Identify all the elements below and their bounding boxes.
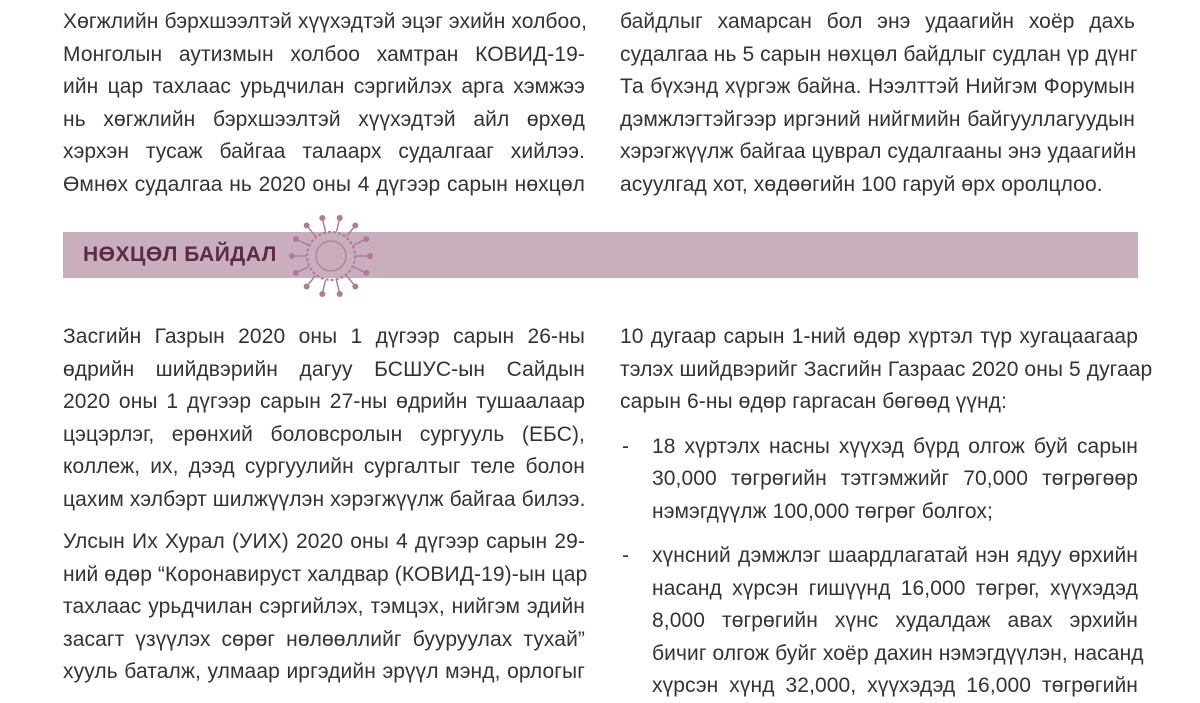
text-line: 30,000 төгрөгийн тэтгэмжийг 70,000 төгрөгөөр: [652, 467, 1138, 490]
text-line: 8,000 төгрөгийн хүнс худалдаж авах эрхийн: [652, 609, 1138, 632]
text-line: 10 дугаар сарын 1-ний өдөр хүртэл түр хугацаагаар: [620, 325, 1138, 348]
text-line: хэрхэн тусаж байгаа талаарх судалгааг хийлээ.: [63, 140, 585, 163]
text-line: Хөгжлийн бэрхшээлтэй хүүхэдтэй эцэг эхийн холбоо,: [63, 10, 588, 33]
text-line: нэмэгдүүлж 100,000 төгрөг болгох;: [652, 499, 993, 523]
list-item: [620, 431, 1138, 529]
text-line: Өмнөх судалгаа нь 2020 оны 4 дүгээр сарын нөхцөл: [63, 172, 585, 196]
text-line: хэрэгжүүлж байгаа цуврал судалгааны энэ удаагийн: [620, 140, 1137, 163]
text-line: ийн цар тахлаас урьдчилан сэргийлэх арга хэмжээ: [63, 75, 585, 98]
bullet-marker: -: [622, 434, 630, 458]
text-line: хүрсэн хүнд 32,000, хүүхэдэд 16,000 төгрөгийн: [652, 674, 1138, 697]
text-line: тахлаас урьдчилан сэргийлэх, тэмцэх, нийгэм эдийн: [63, 595, 585, 618]
intro-text-right: [620, 6, 1138, 201]
text-line: 18 хүртэлх насны хүүхэд бүрд олгож буй сарын: [652, 434, 1138, 458]
text-line: нь хөгжлийн бэрхшээлтэй хүүхэдтэй айл өрхөд: [63, 107, 585, 131]
intro-text-left: [63, 6, 588, 201]
body-text-left: [63, 321, 588, 689]
text-line: сарын 6-ны өдөр гаргасан бөгөөд үүнд:: [620, 390, 1007, 413]
text-line: асуулгад хот, хөдөөгийн 100 гаруй өрх оролцлоо.: [620, 172, 1103, 196]
text-line: тэлэх шийдвэрийг Засгийн Газраас 2020 оны 5 дугаар: [620, 357, 1153, 381]
virus-decoration-icon: [283, 210, 379, 302]
text-line: бичиг олгож буйг хоёр дахин нэмэгдүүлэн, насанд: [652, 641, 1144, 665]
text-line: ний өдөр “Коронавируст халдвар (КОВИД-19)-ын цар: [63, 562, 588, 586]
paragraph: [63, 526, 588, 689]
text-line: Улсын Их Хурал (УИХ) 2020 оны 4 дүгээр сарын 29-: [63, 530, 585, 553]
text-line: байдлыг хамарсан бол энэ удаагийн хоёр дахь: [620, 10, 1135, 33]
text-line: хууль баталж, улмаар иргэдийн эрүүл мэнд, орлогыг: [63, 660, 585, 683]
text-line: цахим хэлбэрт шилжүүлэн хэрэгжүүлж байгаа билээ.: [63, 487, 586, 511]
paragraph: [620, 321, 1153, 419]
list-item: [620, 540, 1144, 703]
text-line: цэцэрлэг, ерөнхий боловсролын сургууль (ЕБС),: [63, 422, 585, 446]
text-line: насанд хүрсэн гишүүнд 16,000 төгрөг, хүүхэдэд: [652, 576, 1138, 600]
text-line: дэмжлэгтэйгээр иргэний нийгмийн байгууллагуудын: [620, 107, 1135, 131]
text-line: Монголын аутизмын холбоо хамтран КОВИД-19-: [63, 42, 585, 66]
paragraph: [63, 321, 585, 516]
body-text-right: [620, 321, 1153, 703]
bullet-marker: -: [622, 544, 630, 567]
text-line: хүнсний дэмжлэг шаардлагатай нэн ядуу өрхийн: [652, 544, 1138, 567]
text-line: өдрийн шийдвэрийн дагуу БСШУС-ын Сайдын: [63, 357, 585, 381]
section-title: НӨХЦӨЛ БАЙДАЛ: [83, 243, 277, 266]
text-line: засагт үзүүлэх сөрөг нөлөөллийг бууруулах тухай”: [63, 627, 585, 651]
text-line: Засгийн Газрын 2020 оны 1 дүгээр сарын 26-ны: [63, 325, 585, 348]
text-line: коллеж, их, дээд сургуулийн сургалтыг теле болон: [63, 455, 585, 478]
text-line: судалгаа нь 5 сарын нөхцөл байдлыг судлан үр дүнг: [620, 42, 1138, 66]
text-line: 2020 оны 1 дүгээр сарын 27-ны өдрийн тушаалаар: [63, 390, 585, 413]
section-header-band: [63, 232, 1138, 278]
text-line: Та бүхэнд хүргэж байна. Нээлттэй Нийгэм Форумын: [620, 75, 1135, 98]
